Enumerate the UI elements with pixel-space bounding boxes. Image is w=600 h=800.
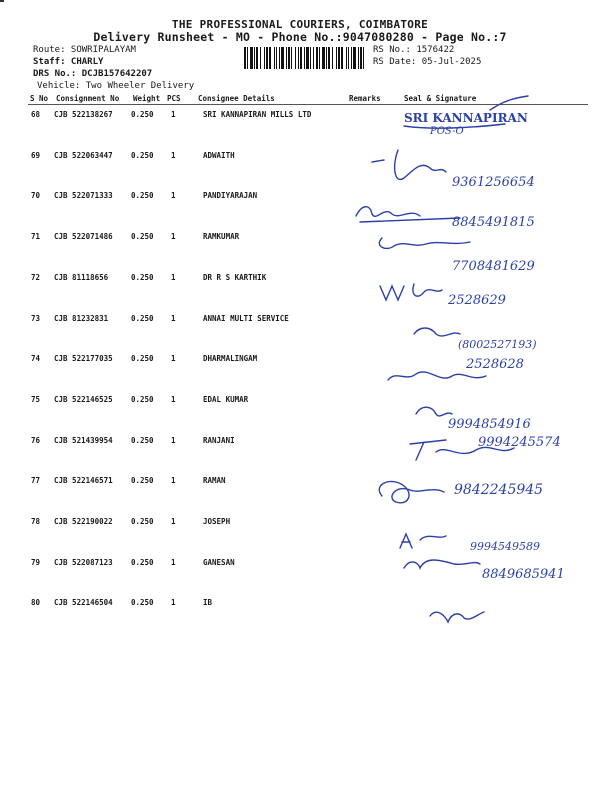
pcs-cell: 1: [171, 232, 176, 242]
table-row: [0, 191, 600, 203]
consignee-cell: GANESAN: [203, 557, 235, 567]
svg-text:2528629: 2528629: [448, 293, 506, 308]
svg-text:9994245574: 9994245574: [478, 435, 561, 450]
weight-cell: 0.250: [131, 557, 154, 567]
consignment-cell: CJB 522177035: [54, 354, 113, 364]
svg-text:9842245945: 9842245945: [454, 482, 544, 498]
pcs-cell: 1: [171, 557, 176, 567]
pcs-cell: 1: [171, 110, 176, 119]
svg-text:9361256654: 9361256654: [452, 175, 535, 190]
col-seal-signature: Seal & Signature: [404, 94, 477, 103]
consignment-cell: CJB 522071486: [54, 232, 113, 242]
col-remarks: Remarks: [349, 94, 381, 103]
svg-text:POS-O: POS-O: [430, 126, 464, 137]
col-sno: S No: [30, 94, 49, 103]
pcs-cell: 1: [171, 150, 176, 160]
sno-cell: 70: [31, 191, 41, 201]
svg-text:9994854916: 9994854916: [448, 417, 531, 432]
pcs-cell: 1: [171, 394, 176, 404]
svg-text:8849685941: 8849685941: [482, 567, 565, 582]
consignee-cell: ANNAI MULTI SERVICE: [203, 313, 289, 323]
consignee-cell: RANJANI: [203, 435, 235, 445]
signature-row-75: [416, 407, 531, 432]
consignment-cell: CJB 522138267: [54, 110, 113, 119]
sno-cell: 68: [31, 110, 41, 119]
svg-text:(8002527193): (8002527193): [458, 338, 537, 351]
consignment-cell: CJB 81232831: [54, 313, 109, 323]
consignee-cell: ADWAITH: [203, 150, 235, 160]
pcs-cell: 1: [171, 435, 176, 445]
sno-cell: 76: [31, 435, 41, 445]
col-pcs: PCS: [167, 94, 181, 103]
vehicle-label: Vehicle: Two Wheeler Delivery: [37, 81, 195, 91]
weight-cell: 0.250: [131, 517, 154, 526]
signature-row-72: [380, 284, 506, 308]
pcs-cell: 1: [171, 272, 176, 282]
svg-text:7708481629: 7708481629: [452, 259, 535, 274]
weight-cell: 0.250: [131, 313, 154, 323]
consignee-cell: RAMAN: [203, 476, 226, 486]
staff-label: Staff: CHARLY: [33, 57, 104, 67]
svg-text:9994549589: 9994549589: [470, 540, 540, 553]
pcs-cell: 1: [171, 598, 176, 608]
rs-number: RS No.: 1576422: [373, 45, 455, 55]
sno-cell: 78: [31, 517, 41, 526]
signature-row-73: [414, 328, 537, 351]
company-name: THE PROFESSIONAL COURIERS, COIMBATORE: [171, 18, 429, 31]
drs-number: DRS No.: DCJB157642207: [33, 69, 153, 79]
signature-row-70: [356, 207, 535, 230]
weight-cell: 0.250: [131, 476, 154, 486]
table-row: [0, 151, 600, 163]
runsheet-title: Delivery Runsheet - MO - Phone No.:9047080280 - Page No.:7: [93, 30, 507, 44]
consignee-cell: PANDIYARAJAN: [203, 191, 258, 201]
table-row: [0, 314, 600, 326]
signature-row-80: [430, 612, 484, 622]
sno-cell: 77: [31, 476, 41, 486]
corner-mark: [0, 0, 4, 2]
pcs-cell: 1: [171, 517, 176, 526]
consignment-cell: CJB 81118656: [54, 272, 109, 282]
table-row: [0, 110, 600, 122]
consignee-cell: EDAL KUMAR: [203, 394, 249, 404]
sno-cell: 71: [31, 232, 41, 242]
table-row: [0, 476, 600, 488]
pcs-cell: 1: [171, 313, 176, 323]
sno-cell: 72: [31, 272, 41, 282]
weight-cell: 0.250: [131, 110, 154, 119]
table-row: [0, 354, 600, 366]
pcs-cell: 1: [171, 191, 176, 201]
weight-cell: 0.250: [131, 150, 154, 160]
weight-cell: 0.250: [131, 272, 154, 282]
consignment-cell: CJB 522071333: [54, 191, 113, 201]
consignee-cell: DHARMALINGAM: [203, 354, 258, 364]
consignee-cell: DR R S KARTHIK: [203, 272, 267, 282]
consignee-cell: IB: [203, 598, 213, 608]
sno-cell: 74: [31, 354, 41, 364]
col-weight: Weight: [133, 94, 161, 103]
weight-cell: 0.250: [131, 354, 154, 364]
table-row: [0, 232, 600, 244]
table-row: [0, 395, 600, 407]
sno-cell: 73: [31, 313, 41, 323]
consignee-cell: RAMKUMAR: [203, 232, 240, 242]
rs-date: RS Date: 05-Jul-2025: [373, 57, 482, 67]
svg-text:2528628: 2528628: [466, 357, 524, 372]
consignment-cell: CJB 521439954: [54, 435, 113, 445]
svg-text:SRI KANNAPIRAN: SRI KANNAPIRAN: [404, 111, 528, 125]
consignment-cell: CJB 522146525: [54, 394, 113, 404]
table-row: [0, 273, 600, 285]
weight-cell: 0.250: [131, 191, 154, 201]
pcs-cell: 1: [171, 354, 176, 364]
sno-cell: 80: [31, 598, 41, 608]
consignment-cell: CJB 522146504: [54, 598, 113, 608]
consignment-cell: CJB 522146571: [54, 476, 113, 486]
header-divider: [28, 104, 588, 105]
weight-cell: 0.250: [131, 598, 154, 608]
weight-cell: 0.250: [131, 435, 154, 445]
sno-cell: 69: [31, 150, 41, 160]
barcode-image: [244, 47, 366, 69]
pcs-cell: 1: [171, 476, 176, 486]
consignment-cell: CJB 522063447: [54, 150, 113, 160]
route-label: Route: SOWRIPALAYAM: [33, 45, 136, 55]
weight-cell: 0.250: [131, 232, 154, 242]
consignment-cell: CJB 522087123: [54, 557, 113, 567]
table-row: [0, 558, 600, 570]
col-consignee: Consignee Details: [198, 94, 275, 103]
sno-cell: 75: [31, 394, 41, 404]
table-row: [0, 436, 600, 448]
consignee-cell: JOSEPH: [203, 517, 231, 526]
weight-cell: 0.250: [131, 394, 154, 404]
table-row: [0, 517, 600, 529]
table-row: [0, 598, 600, 610]
svg-text:8845491815: 8845491815: [452, 215, 535, 230]
col-consignment: Consignment No: [56, 94, 120, 103]
consignee-cell: SRI KANNAPIRAN MILLS LTD: [203, 110, 312, 119]
sno-cell: 79: [31, 557, 41, 567]
consignment-cell: CJB 522190022: [54, 517, 113, 526]
